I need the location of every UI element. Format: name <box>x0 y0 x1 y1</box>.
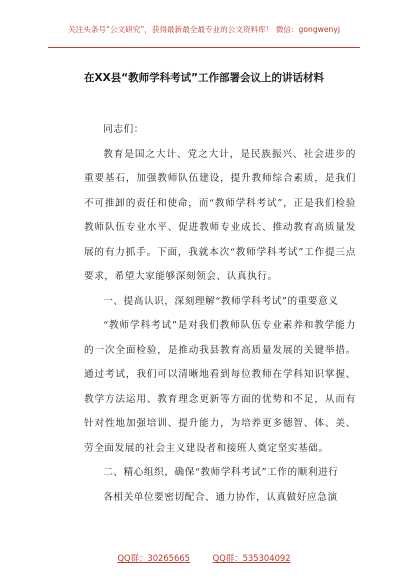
page-header <box>0 0 408 48</box>
paragraph: “教师学科考试”是对我们教师队伍专业素养和教学能力的一次全面检验，是推动我县教育高质量发展的关键举措。通过考试，我们可以清晰地看到每位教师在学科知识掌握、教学方法运用、教育理念更新等方面的优势和不足，从而有针对性地加强培训、提升能力，为培养更多德智、体、美、劳全面发展的社会主义建设者和接班人奠定坚实基础。 <box>84 320 356 454</box>
footer-qq-group-2: QQ群：535304092 <box>212 553 291 563</box>
header-banner-text: 关注头条号“公文研究”，获得最新最全最专业的公文资料库！ 微信：gongwenyj <box>68 25 340 34</box>
paragraph: 教育是国之大计、党之大计，是民族振兴、社会进步的重要基石，加强教师队伍建设，提升教师综合素质，是我们不可推卸的责任和使命，而“教师学科考试”，正是我们检验教师队伍专业水平、促进教师专业成长、推动教育高质量发展的有力抓手。下面，我就本次“教师学科考试”工作提三点要求，希望大家能够深刻领会、认真执行。 <box>84 148 356 282</box>
page-footer <box>0 552 408 564</box>
paragraph: 各相关单位要密切配合、通力协作，认真做好应急演 <box>103 491 338 503</box>
document-body <box>84 118 356 510</box>
greeting: 同志们： <box>103 124 144 135</box>
footer-qq-group-1: QQ群：30265665 <box>117 553 190 563</box>
document-title: 在XX县“教师学科考试”工作部署会议上的讲话材料 <box>84 72 324 84</box>
header-divider <box>48 47 360 48</box>
section-heading: 一、提高认识，深刻理解“教师学科考试”的重要意义 <box>103 295 339 307</box>
section-heading: 二、精心组织，确保“教师学科考试”工作的顺利进行 <box>103 467 339 478</box>
